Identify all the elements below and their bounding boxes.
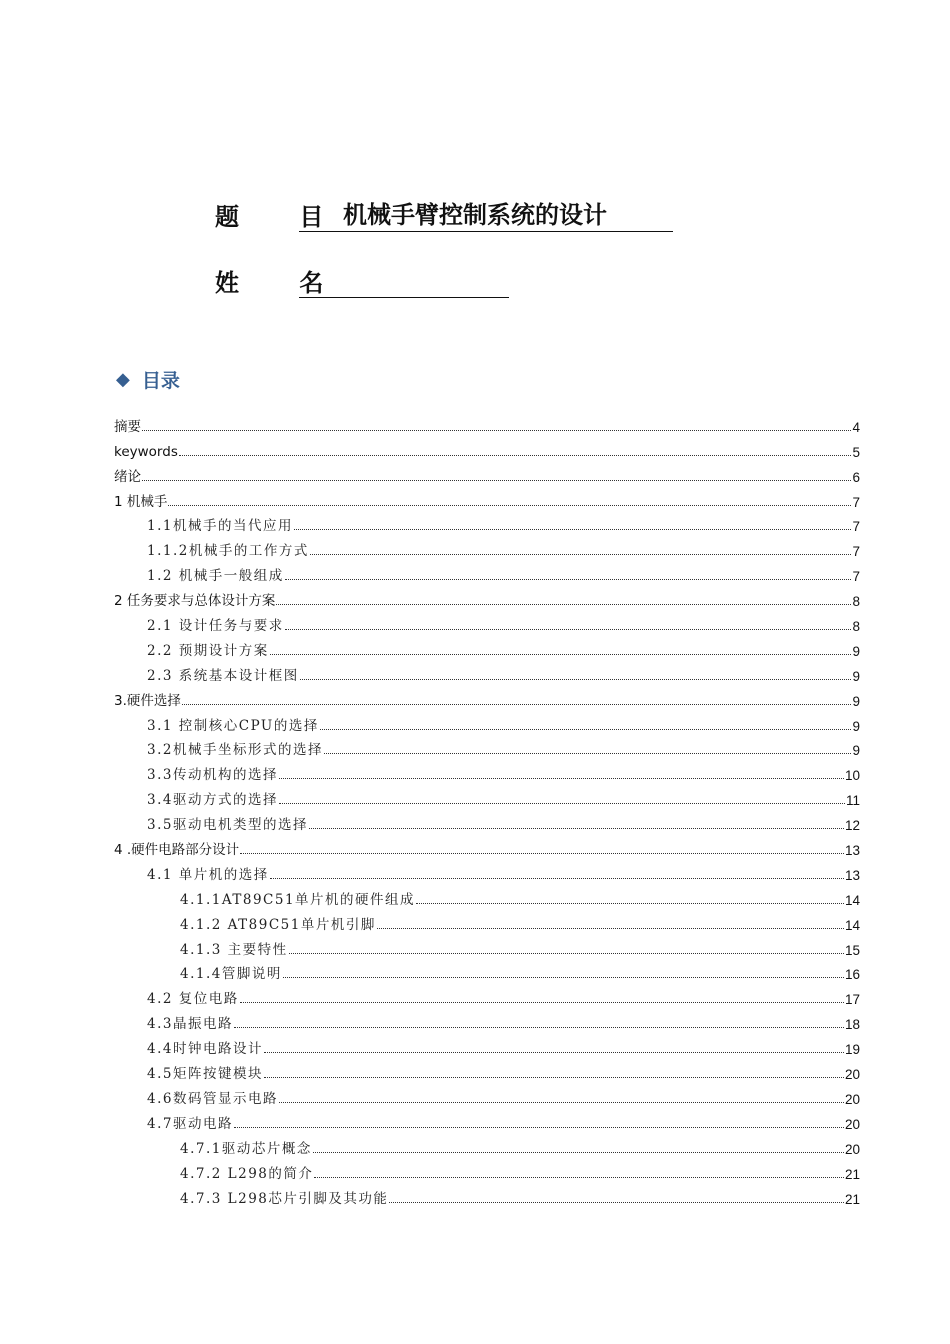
toc-entry[interactable]: 4.7.2 L298的简介 21 (180, 1165, 860, 1182)
title-value: 机械手臂控制系统的设计 (299, 198, 673, 232)
toc-entry[interactable]: 4 .硬件电路部分设计 13 (114, 842, 860, 859)
toc-entry[interactable]: 4.1.1AT89C51单片机的硬件组成 14 (180, 891, 860, 908)
toc-entry[interactable]: 2.3 系统基本设计框图 9 (147, 667, 860, 684)
toc-entry[interactable]: 4.1.3 主要特性 15 (180, 941, 860, 958)
toc-entry[interactable]: 4.6数码管显示电路 20 (147, 1090, 860, 1107)
toc-entry[interactable]: 3.1 控制核心CPU的选择 9 (147, 717, 860, 734)
toc-entry[interactable]: 2 任务要求与总体设计方案 8 (114, 593, 860, 610)
toc-entry[interactable]: 1.1机械手的当代应用 7 (147, 518, 860, 535)
name-row (215, 258, 673, 298)
title-label: 题 目 (215, 203, 350, 231)
toc-entry[interactable]: 4.4时钟电路设计 19 (147, 1041, 860, 1058)
toc-entry[interactable]: 4.1.4管脚说明 16 (180, 966, 860, 983)
toc-entry[interactable]: 3.2机械手坐标形式的选择 9 (147, 742, 860, 759)
toc-entry[interactable]: 4.5矩阵按键模块 20 (147, 1066, 860, 1083)
toc-entry[interactable]: 4.7.3 L298芯片引脚及其功能 21 (180, 1190, 860, 1207)
toc-entry[interactable]: 4.3晶振电路 18 (147, 1016, 860, 1033)
toc-entry[interactable]: 3.4驱动方式的选择 11 (147, 792, 860, 809)
name-label: 姓 名 (215, 269, 350, 297)
toc-entry[interactable]: 3.5驱动电机类型的选择 12 (147, 817, 860, 834)
toc-entry[interactable]: 摘要 4 (114, 418, 860, 435)
toc-entry[interactable]: 1.1.2机械手的工作方式 7 (147, 543, 860, 560)
toc-entry[interactable]: 4.1.2 AT89C51单片机引脚 14 (180, 916, 860, 933)
toc-entry[interactable]: keywords 5 (114, 443, 860, 460)
toc-entry[interactable]: 4.7.1驱动芯片概念 20 (180, 1140, 860, 1157)
toc-entry[interactable]: 3.3传动机构的选择 10 (147, 767, 860, 784)
toc-entry[interactable]: 2.1 设计任务与要求 8 (147, 618, 860, 635)
toc-entry[interactable]: 4.1 单片机的选择 13 (147, 866, 860, 883)
toc-heading (116, 366, 180, 393)
toc-heading-text: 目录 (141, 370, 180, 392)
cover-block (215, 192, 673, 324)
title-row (215, 192, 673, 232)
toc-entry[interactable]: 1.2 机械手一般组成 7 (147, 568, 860, 585)
toc-entry[interactable]: 3.硬件选择 9 (114, 692, 860, 709)
toc-entry[interactable]: 2.2 预期设计方案 9 (147, 642, 860, 659)
diamond-icon: ◆ (116, 369, 130, 390)
toc-entry[interactable]: 1 机械手 7 (114, 493, 860, 510)
toc-entry[interactable]: 绪论 6 (114, 468, 860, 485)
toc-entry[interactable]: 4.2 复位电路 17 (147, 991, 860, 1008)
table-of-contents (114, 410, 860, 1207)
toc-entry[interactable]: 4.7驱动电路 20 (147, 1115, 860, 1132)
name-value (299, 263, 509, 298)
